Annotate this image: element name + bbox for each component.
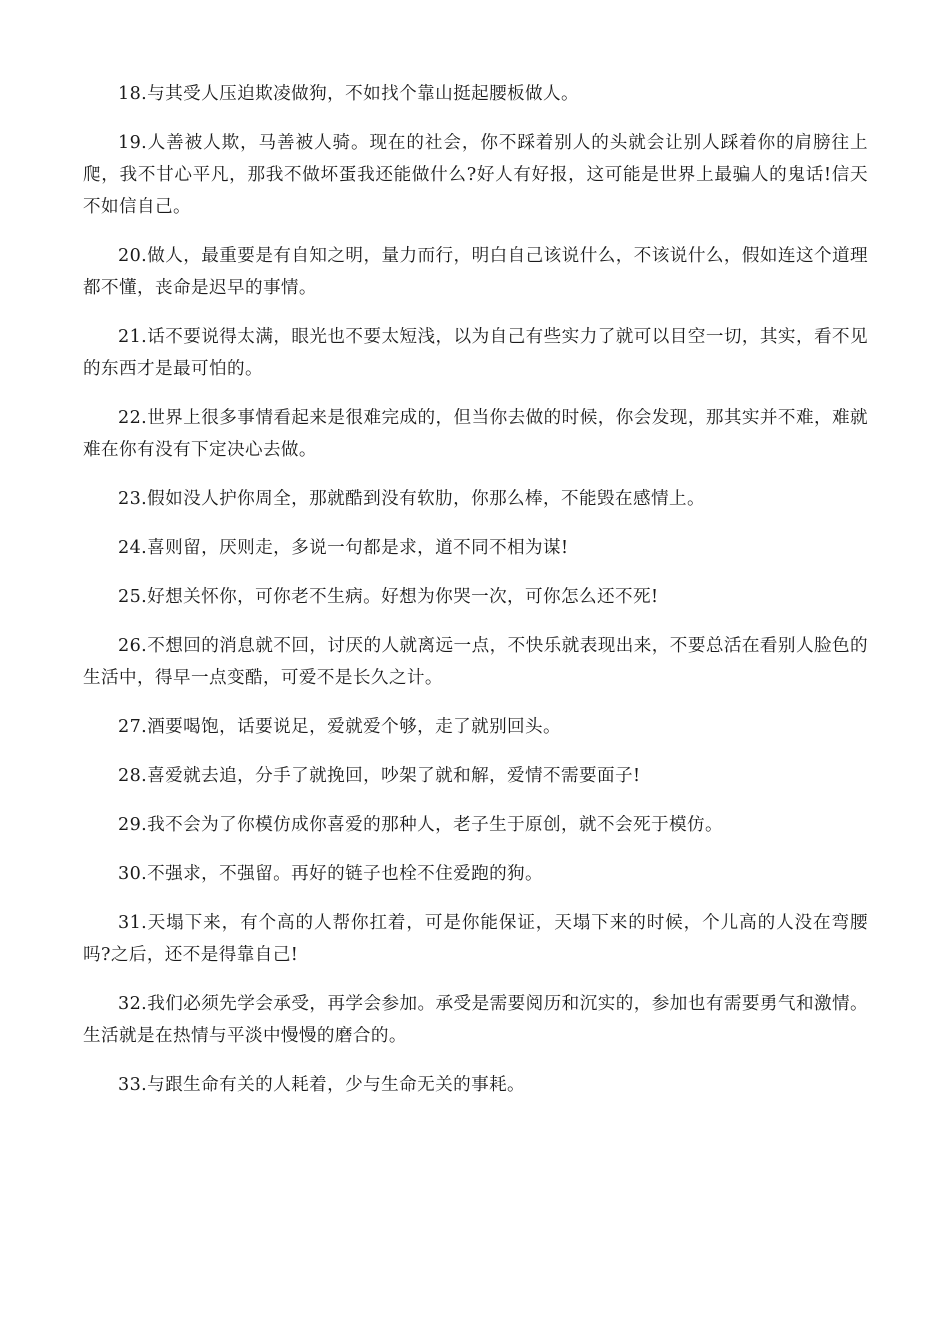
paragraph-28: 28.喜爱就去追，分手了就挽回，吵架了就和解，爱情不需要面子! bbox=[118, 766, 641, 786]
paragraph-33: 33.与跟生命有关的人耗着，少与生命无关的事耗。 bbox=[118, 1075, 526, 1095]
paragraph-20: 20.做人，最重要是有自知之明，量力而行，明白自己该说什么，不该说什么，假如连这个道理都不懂，丧命是迟早的事情。 bbox=[83, 246, 868, 298]
paragraph-29: 29.我不会为了你模仿成你喜爱的那种人，老子生于原创，就不会死于模仿。 bbox=[118, 815, 723, 835]
paragraph-19: 19.人善被人欺，马善被人骑。现在的社会，你不踩着别人的头就会让别人踩着你的肩膀往上爬，我不甘心平凡，那我不做坏蛋我还能做什么?好人有好报，这可能是世界上最骗人的鬼话!信天不如信自己。 bbox=[83, 133, 868, 217]
paragraph-26: 26.不想回的消息就不回，讨厌的人就离远一点，不快乐就表现出来，不要总活在看别人脸色的生活中，得早一点变酷，可爱不是长久之计。 bbox=[83, 636, 868, 688]
paragraph-25: 25.好想关怀你，可你老不生病。好想为你哭一次，可你怎么还不死! bbox=[118, 587, 659, 607]
paragraph-24: 24.喜则留，厌则走，多说一句都是求，道不同不相为谋! bbox=[118, 538, 569, 558]
paragraph-27: 27.酒要喝饱，话要说足，爱就爱个够，走了就别回头。 bbox=[118, 717, 562, 737]
paragraph-18: 18.与其受人压迫欺凌做狗，不如找个靠山挺起腰板做人。 bbox=[118, 84, 580, 104]
paragraph-21: 21.话不要说得太满，眼光也不要太短浅，以为自己有些实力了就可以目空一切，其实，看不见的东西才是最可怕的。 bbox=[83, 327, 868, 379]
paragraph-31: 31.天塌下来，有个高的人帮你扛着，可是你能保证，天塌下来的时候，个儿高的人没在弯腰吗?之后，还不是得靠自己! bbox=[83, 913, 868, 965]
paragraph-32: 32.我们必须先学会承受，再学会参加。承受是需要阅历和沉实的，参加也有需要勇气和激情。生活就是在热情与平淡中慢慢的磨合的。 bbox=[83, 994, 868, 1046]
paragraph-22: 22.世界上很多事情看起来是很难完成的，但当你去做的时候，你会发现，那其实并不难，难就难在你有没有下定决心去做。 bbox=[83, 408, 868, 460]
paragraph-23: 23.假如没人护你周全，那就酷到没有软肋，你那么棒，不能毁在感情上。 bbox=[118, 489, 705, 509]
document-page bbox=[83, 78, 868, 1118]
paragraph-30: 30.不强求，不强留。再好的链子也栓不住爱跑的狗。 bbox=[118, 864, 544, 884]
